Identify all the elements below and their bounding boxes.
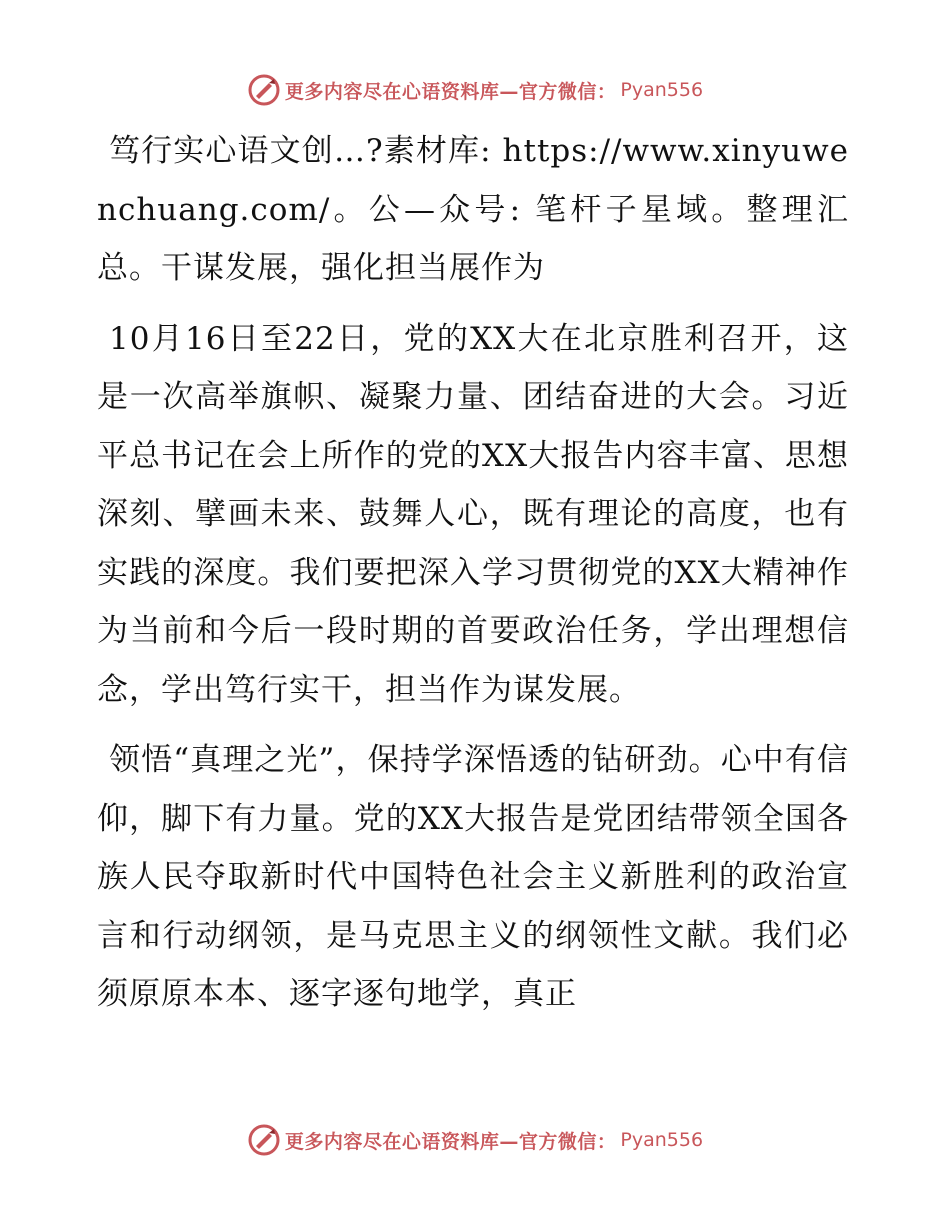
header-watermark — [0, 70, 950, 110]
logo-icon — [247, 73, 281, 107]
watermark-contact: Pyan556 — [620, 79, 704, 101]
document-body — [97, 122, 849, 1036]
watermark-text: 更多内容尽在心语资料库—官方微信： — [284, 80, 617, 103]
paragraph-2: 10月16日至22日，党的XX大在北京胜利召开，这是一次高举旗帜、凝聚力量、团结奋进的大会。习近平总书记在会上所作的党的XX大报告内容丰富、思想深刻、擘画未来、鼓舞人心，既有理论的高度，也有实践的深度。我们要把深入学习贯彻党的XX大精神作为当前和今后一段时期的首要政治任务，学出理想信念，学出笃行实干，担当作为谋发展。 — [97, 320, 849, 708]
watermark-text: 更多内容尽在心语资料库—官方微信： — [284, 1130, 617, 1153]
footer-watermark — [0, 1120, 950, 1160]
logo-icon — [247, 1123, 281, 1157]
paragraph-3: 领悟“真理之光”，保持学深悟透的钻研劲。心中有信仰，脚下有力量。党的XX大报告是党团结带领全国各族人民夺取新时代中国特色社会主义新胜利的政治宣言和行动纲领，是马克思主义的纲领性文献。我们必须原原本本、逐字逐句地学，真正 — [97, 742, 849, 1012]
watermark-contact: Pyan556 — [620, 1129, 704, 1151]
paragraph-1: 笃行实心语文创…?素材库: https://www.xinyuwenchuang.com/。公—众号: 笔杆子星域。整理汇总。干谋发展，强化担当展作为 — [97, 133, 849, 286]
